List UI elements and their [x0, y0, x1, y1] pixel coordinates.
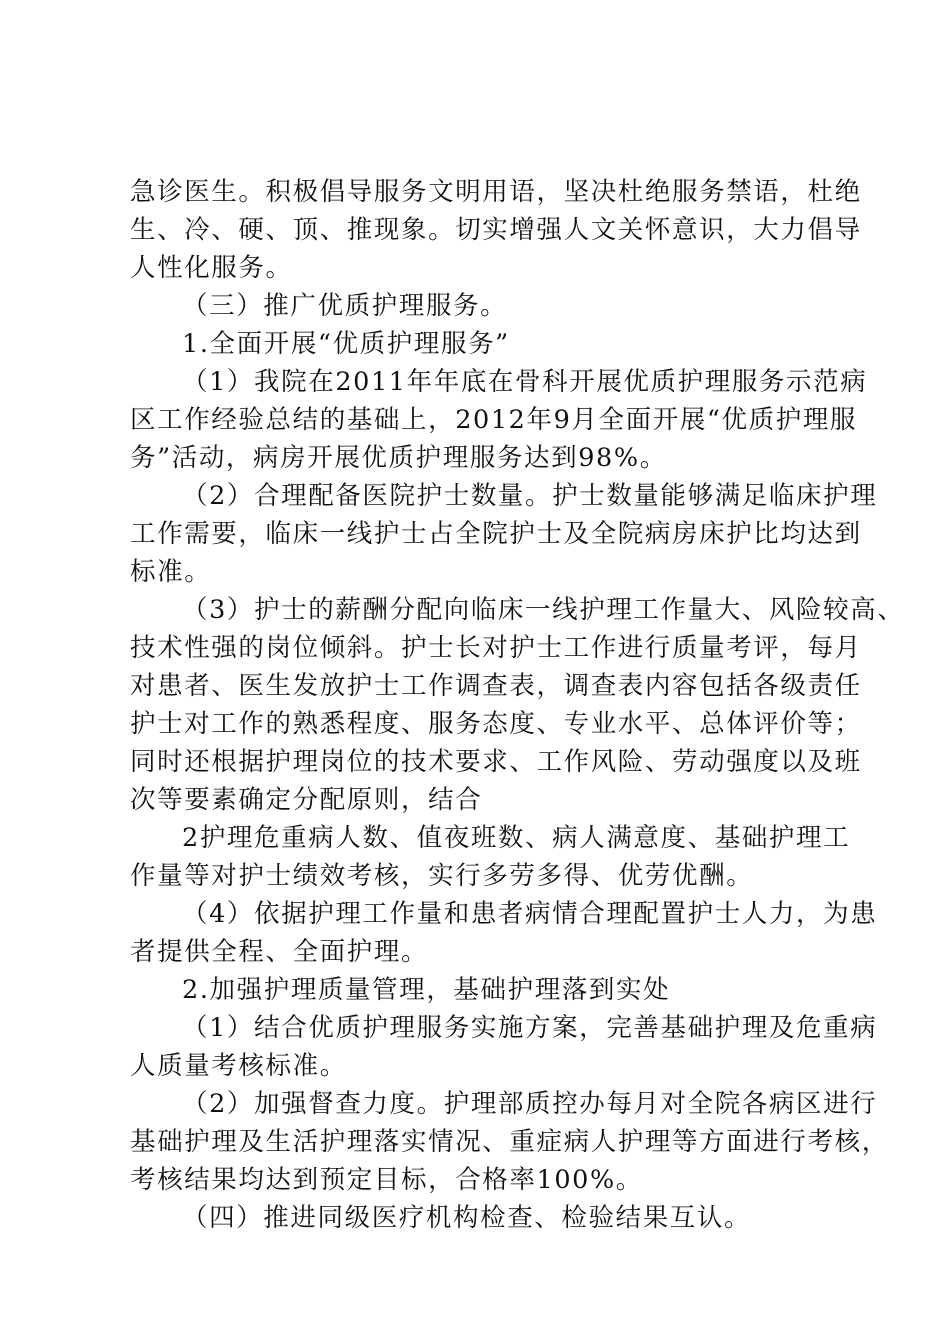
- section-heading: （三）推广优质护理服务。: [182, 291, 508, 321]
- text-line: 人性化服务。: [130, 253, 293, 283]
- text-line: （4）依据护理工作量和患者病情合理配置护士人力，为患: [182, 899, 878, 929]
- text-line: 护士对工作的熟悉程度、服务态度、专业水平、总体评价等；: [130, 709, 862, 739]
- text-line: 工作需要，临床一线护士占全院护士及全院病房床护比均达到: [130, 519, 862, 549]
- subsection-heading: 1.全面开展“优质护理服务”: [182, 329, 510, 359]
- text-line: 技术性强的岗位倾斜。护士长对护士工作进行质量考评，每月: [130, 633, 862, 663]
- text-line: （3）护士的薪酬分配向临床一线护理工作量大、风险较高、: [182, 595, 905, 625]
- text-line: 急诊医生。积极倡导服务文明用语，坚决杜绝服务禁语，杜绝: [130, 177, 862, 207]
- text-line: 人质量考核标准。: [130, 1051, 347, 1081]
- text-line: 同时还根据护理岗位的技术要求、工作风险、劳动强度以及班: [130, 747, 862, 777]
- text-line: 区工作经验总结的基础上，2012年9月全面开展“优质护理服: [130, 405, 858, 435]
- section-heading: （四）推进同级医疗机构检查、检验结果互认。: [182, 1203, 752, 1233]
- text-line: 作量等对护士绩效考核，实行多劳多得、优劳优酬。: [130, 861, 754, 891]
- text-line: 次等要素确定分配原则，结合: [130, 785, 483, 815]
- text-line: 对患者、医生发放护士工作调查表，调查表内容包括各级责任: [130, 671, 862, 701]
- text-line: 务”活动，病房开展优质护理服务达到98%。: [130, 443, 667, 473]
- text-line: （1）结合优质护理服务实施方案，完善基础护理及危重病: [182, 1013, 878, 1043]
- text-line: 者提供全程、全面护理。: [130, 937, 429, 967]
- text-line: 基础护理及生活护理落实情况、重症病人护理等方面进行考核，: [130, 1127, 889, 1157]
- text-line: 考核结果均达到预定目标，合格率100%。: [130, 1165, 643, 1195]
- text-line: （1）我院在2011年年底在骨科开展优质护理服务示范病: [182, 367, 868, 397]
- text-line: 2护理危重病人数、值夜班数、病人满意度、基础护理工: [182, 823, 851, 853]
- subsection-heading: 2.加强护理质量管理，基础护理落到实处: [182, 975, 671, 1005]
- text-line: （2）加强督查力度。护理部质控办每月对全院各病区进行: [182, 1089, 878, 1119]
- text-line: 标准。: [130, 557, 212, 587]
- text-line: （2）合理配备医院护士数量。护士数量能够满足临床护理: [182, 481, 878, 511]
- text-line: 生、冷、硬、顶、推现象。切实增强人文关怀意识，大力倡导: [130, 215, 862, 245]
